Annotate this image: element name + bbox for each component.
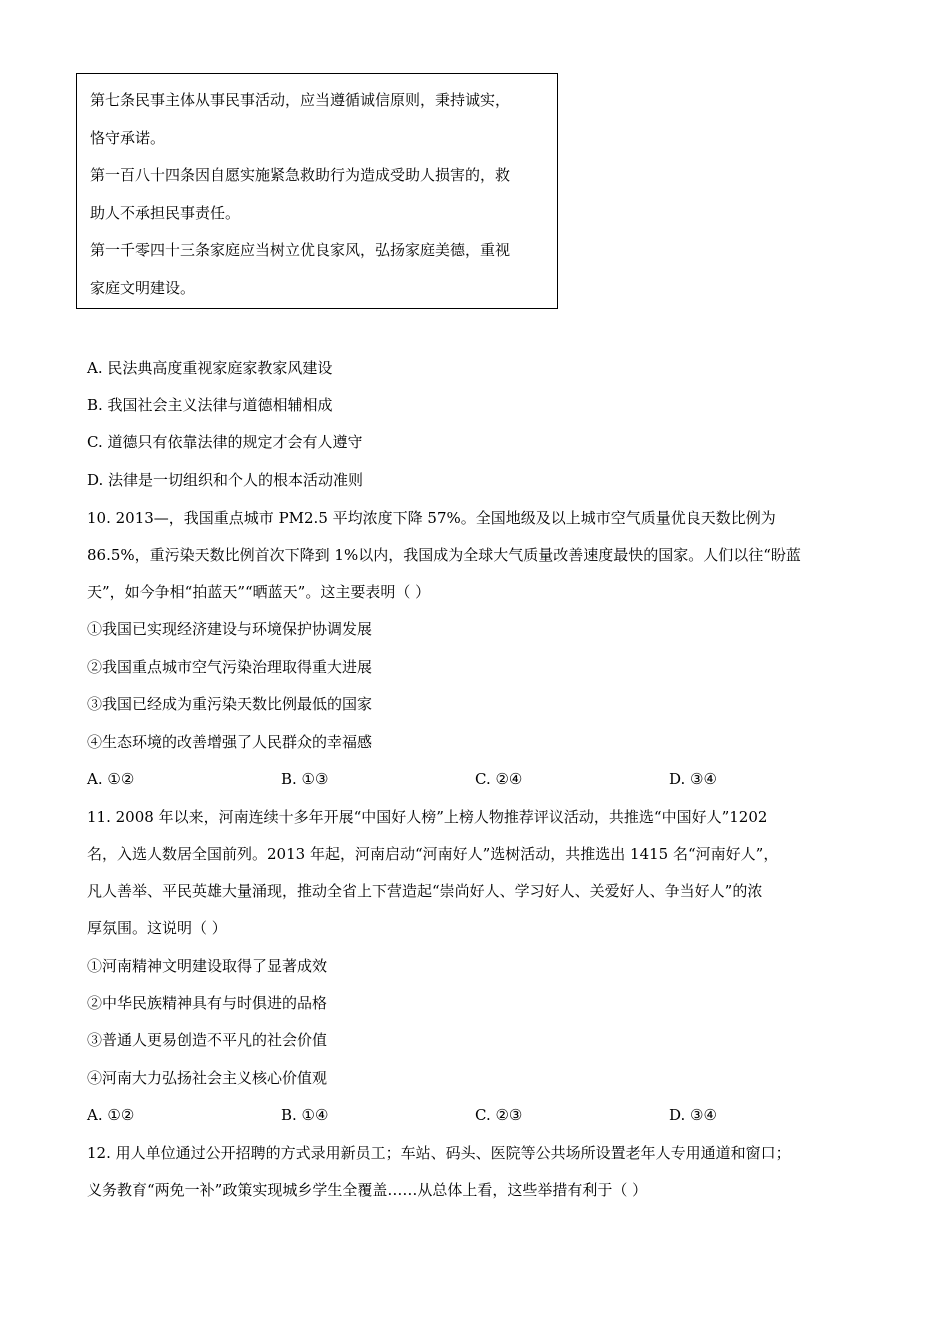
q10-statement: ③我国已经成为重污染天数比例最低的国家	[87, 695, 373, 713]
excerpt-line: 第七条民事主体从事民事活动，应当遵循诚信原则，秉持诚实，	[90, 91, 511, 109]
excerpt-line: 恪守承诺。	[90, 128, 166, 147]
q11-stem-line: 名，入选人数居全国前列。2013 年起，河南启动“河南好人”选树活动，共推选出 1415 名“河南好人”，	[87, 845, 779, 863]
q10-choice-a: A. ①②	[87, 770, 135, 788]
q11-choice-d: D. ③④	[669, 1106, 717, 1124]
q11-choice-b: B. ①④	[281, 1106, 329, 1124]
q9-option-d: D. 法律是一切组织和个人的根本活动准则	[87, 471, 364, 489]
law-excerpt-box	[76, 73, 558, 309]
q10-stem-line: 天”，如今争相“拍蓝天”“晒蓝天”。这主要表明（ ）	[87, 583, 431, 601]
excerpt-line: 第一千零四十三条家庭应当树立优良家风，弘扬家庭美德，重视	[90, 241, 511, 259]
q9-option-b: B. 我国社会主义法律与道德相辅相成	[87, 396, 333, 414]
q10-stem-line: 10. 2013—，我国重点城市 PM2.5 平均浓度下降 57%。全国地级及以上城市空气质量优良天数比例为	[87, 509, 776, 527]
excerpt-line: 第一百八十四条因自愿实施紧急救助行为造成受助人损害的，救	[90, 166, 511, 184]
q9-option-a: A. 民法典高度重视家庭家教家风建设	[87, 359, 333, 377]
q11-stem-line: 厚氛围。这说明（ ）	[87, 919, 227, 937]
q11-statement: ③普通人更易创造不平凡的社会价值	[87, 1031, 328, 1049]
q11-stem-line: 凡人善举、平民英雄大量涌现，推动全省上下营造起“崇尚好人、学习好人、关爱好人、争当好人”的浓	[87, 882, 763, 900]
q10-choice-c: C. ②④	[475, 770, 523, 788]
q10-statement: ①我国已实现经济建设与环境保护协调发展	[87, 620, 373, 638]
excerpt-line: 家庭文明建设。	[90, 278, 196, 297]
q11-statement: ②中华民族精神具有与时俱进的品格	[87, 994, 328, 1012]
q11-stem-line: 11. 2008 年以来，河南连续十多年开展“中国好人榜”上榜人物推荐评议活动，共推选“中国好人”1202	[87, 808, 768, 826]
q9-option-c: C. 道德只有依靠法律的规定才会有人遵守	[87, 433, 363, 451]
q10-statement: ②我国重点城市空气污染治理取得重大进展	[87, 658, 373, 676]
q10-choice-d: D. ③④	[669, 770, 717, 788]
q11-statement: ④河南大力弘扬社会主义核心价值观	[87, 1069, 328, 1087]
q11-statement: ①河南精神文明建设取得了显著成效	[87, 957, 328, 975]
q10-statement: ④生态环境的改善增强了人民群众的幸福感	[87, 733, 373, 751]
q12-stem-line: 12. 用人单位通过公开招聘的方式录用新员工；车站、码头、医院等公共场所设置老年人专用通道和窗口；	[87, 1144, 791, 1162]
q10-stem-line: 86.5%，重污染天数比例首次下降到 1%以内，我国成为全球大气质量改善速度最快的国家。人们以往“盼蓝	[87, 546, 801, 564]
q12-stem-line: 义务教育“两免一补”政策实现城乡学生全覆盖……从总体上看，这些举措有利于（ ）	[87, 1181, 648, 1199]
q11-choice-a: A. ①②	[87, 1106, 135, 1124]
excerpt-line: 助人不承担民事责任。	[90, 203, 241, 222]
q11-choice-c: C. ②③	[475, 1106, 523, 1124]
q10-choice-b: B. ①③	[281, 770, 329, 788]
